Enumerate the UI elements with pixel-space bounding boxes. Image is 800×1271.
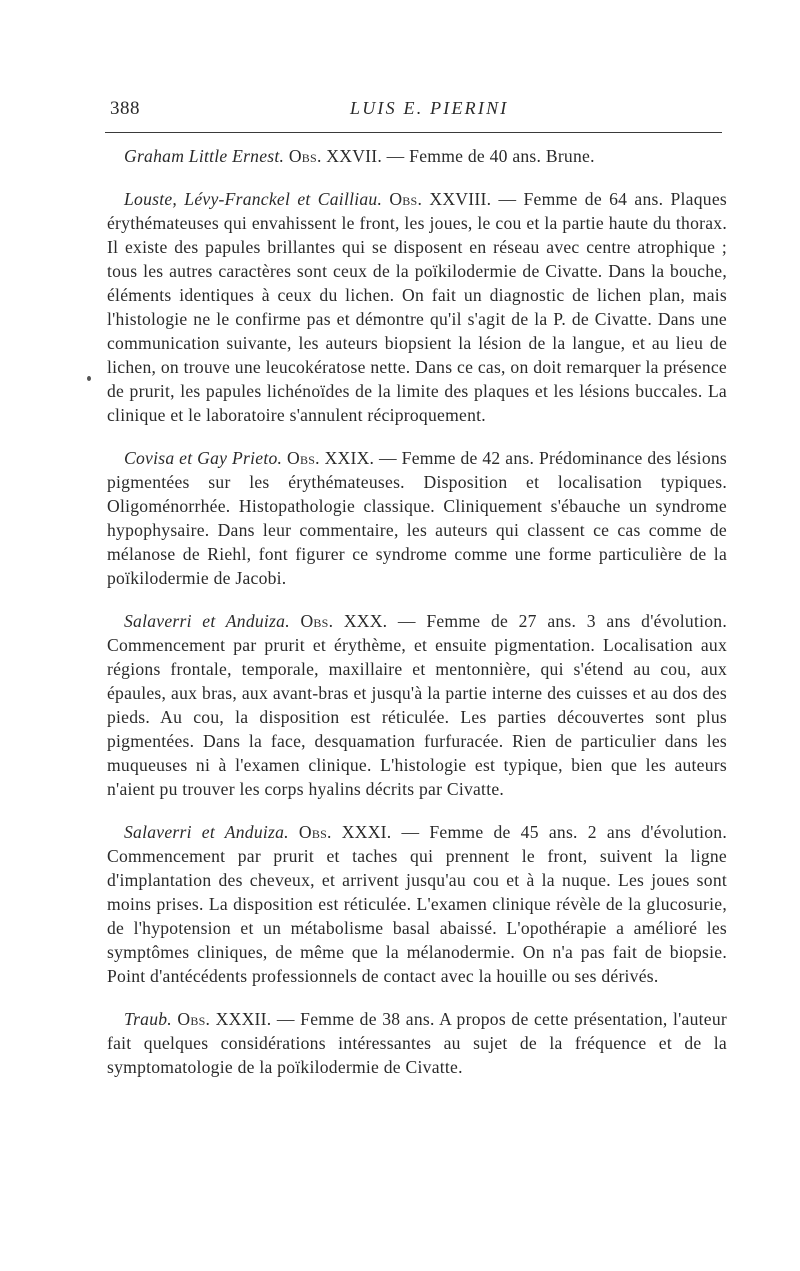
observation-label: Obs. xyxy=(389,189,423,209)
observation-author: Covisa et Gay Prieto. xyxy=(124,448,283,468)
observation-label: Obs. xyxy=(298,822,332,842)
observation-31 xyxy=(107,820,727,988)
observation-32 xyxy=(107,1007,727,1079)
observation-label: Obs. xyxy=(286,448,320,468)
observation-author: Louste, Lévy-Franckel et Cailliau. xyxy=(124,189,383,209)
observation-27 xyxy=(107,144,727,168)
observation-text: XXX. — Femme de 27 ans. 3 ans d'évolution. Commencement par prurit et érythème, et ensuite pigmentation. Localisation aux régions frontale, temporale, maxillaire et mentonnière, qui s'étend au cou, aux épaules, aux bras, aux avant-bras et jusqu'à la partie interne des cuisses et au dos des pieds. Au cou, la disposition est réticulée. Les parties découvertes sont plus pigmentées. Dans la face, desquamation furfuracée. Rien de particulier dans les muqueuses ni à l'examen clinique. L'histologie est typique, bien que les auteurs n'aient pu trouver les corps hyalins décrits par Civatte. xyxy=(107,611,727,799)
running-head xyxy=(110,98,722,128)
observation-text: XXVIII. — Femme de 64 ans. Plaques érythémateuses qui envahissent le front, les joues, le cou et la partie haute du thorax. Il existe des papules brillantes qui se disposent en réseau avec centre atrophique ; tous les autres caractères sont ceux de la poïkilodermie de Civatte. Dans la bouche, éléments identiques à ceux du lichen. On fait un diagnostic de lichen plan, mais l'histologie ne le confirme pas et démontre qu'il s'agit de la P. de Civatte. Dans une communication suivante, les auteurs biopsient la lésion de la langue, et au lieu de lichen, on trouve une leucokératose nette. Dans ce cas, on doit remarquer la présence de prurit, les papules lichénoïdes de la limite des plaques et les lésions buccales. La clinique et le laboratoire s'annulent réciproquement. xyxy=(107,189,727,425)
observation-28 xyxy=(107,187,727,427)
observation-text: XXIX. — Femme de 42 ans. Prédominance des lésions pigmentées sur les érythémateuses. Disposition et localisation typiques. Oligoménorrhée. Histopathologie classique. Cliniquement s'ébauche un syndrome hypophysaire. Dans leur commentaire, les auteurs qui classent ce cas comme de mélanose de Riehl, font figurer ce syndrome comme une forme particulière de la poïkilodermie de Jacobi. xyxy=(107,448,728,588)
observation-29 xyxy=(107,446,727,590)
observation-author: Salaverri et Anduiza. xyxy=(124,611,290,631)
running-title: LUIS E. PIERINI xyxy=(350,98,509,118)
margin-mark xyxy=(87,376,91,381)
body-text xyxy=(107,144,727,1098)
observation-author: Traub. xyxy=(124,1009,172,1029)
observation-label: Obs. xyxy=(288,146,322,166)
observation-author: Graham Little Ernest. xyxy=(124,146,285,166)
page-number: 388 xyxy=(110,98,140,119)
header-rule xyxy=(105,132,722,133)
observation-label: Obs. xyxy=(300,611,334,631)
observation-label: Obs. xyxy=(177,1009,211,1029)
observation-author: Salaverri et Anduiza. xyxy=(124,822,289,842)
observation-text: XXVII. — Femme de 40 ans. Brune. xyxy=(321,146,595,166)
observation-text: XXXII. — Femme de 38 ans. A propos de cette présentation, l'auteur fait quelques considérations intéressantes au sujet de la fréquence et de la symptomatologie de la poïkilodermie de Civatte. xyxy=(107,1009,728,1077)
observation-text: XXXI. — Femme de 45 ans. 2 ans d'évolution. Commencement par prurit et taches qui prennent le front, suivent la ligne d'implantation des cheveux, et arrivent jusqu'au cou et à la nuque. Les joues sont moins prises. La disposition est réticulée. L'examen clinique révèle de la glucosurie, de l'hypotension et un métabolisme basal abaissé. L'opothérapie a amélioré les symptômes cliniques, de même que la mélanodermie. On n'a pas fait de biopsie. Point d'antécédents professionnels de contact avec la houille ou ses dérivés. xyxy=(107,822,727,986)
observation-30 xyxy=(107,609,727,801)
